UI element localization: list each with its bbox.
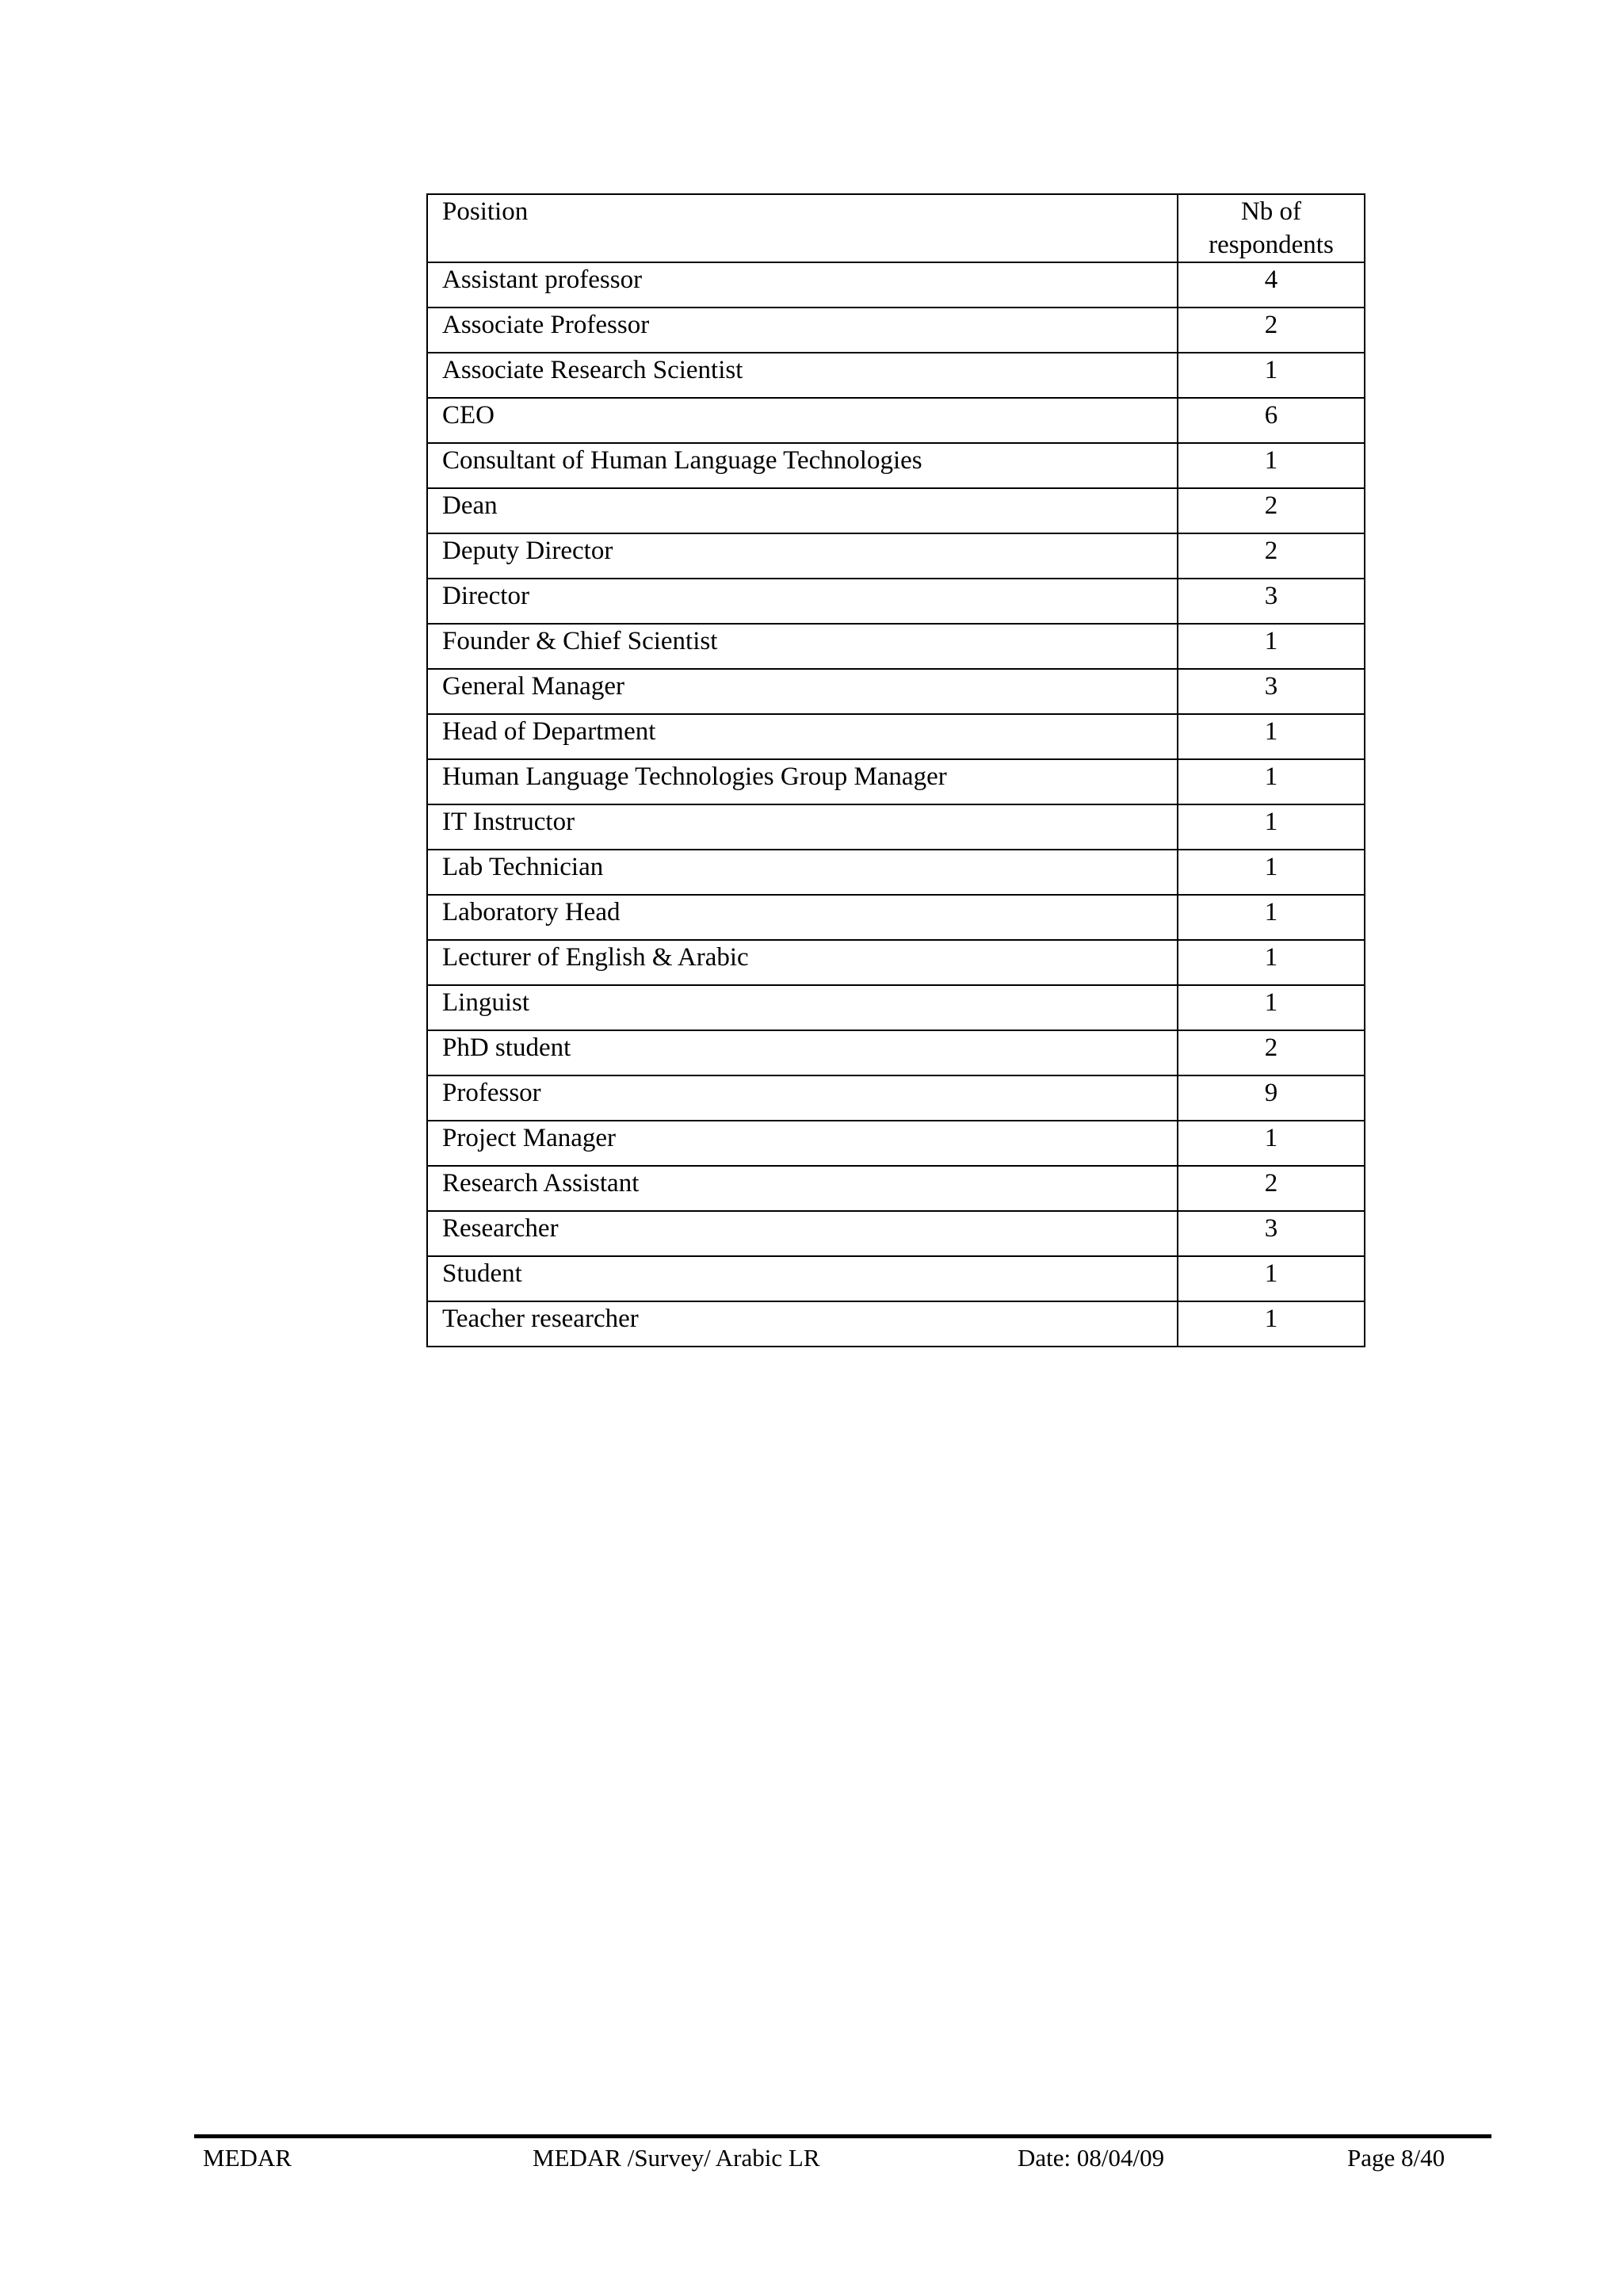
count-cell: 2 [1178,1166,1365,1211]
position-cell: Student [427,1256,1178,1301]
respondents-header-line1: Nb of [1240,197,1302,226]
table-row [427,1030,1365,1075]
positions-table [426,193,1365,1347]
table-row [427,262,1365,308]
position-cell: Researcher [427,1211,1178,1256]
table-row [427,714,1365,759]
position-cell: Linguist [427,985,1178,1030]
count-cell: 9 [1178,1075,1365,1121]
table-row [427,1301,1365,1347]
position-cell: Lab Technician [427,850,1178,895]
count-cell: 2 [1178,308,1365,353]
count-cell: 3 [1178,579,1365,624]
table-row [427,488,1365,533]
position-cell: Deputy Director [427,533,1178,579]
count-cell: 3 [1178,669,1365,714]
count-cell: 1 [1178,1256,1365,1301]
footer-date: Date: 08/04/09 [1018,2144,1165,2172]
count-cell: 1 [1178,985,1365,1030]
position-column-header: Position [427,194,1178,262]
count-cell: 1 [1178,804,1365,850]
position-cell: Consultant of Human Language Technologies [427,443,1178,488]
position-cell: Human Language Technologies Group Manager [427,759,1178,804]
count-cell: 1 [1178,850,1365,895]
table-row [427,353,1365,398]
footer-rule [194,2134,1491,2138]
count-cell: 1 [1178,624,1365,669]
count-cell: 1 [1178,443,1365,488]
table-header-row [427,194,1365,262]
table-row [427,759,1365,804]
table-row [427,1121,1365,1166]
count-cell: 1 [1178,895,1365,940]
table-row [427,308,1365,353]
table-row [427,443,1365,488]
count-cell: 2 [1178,1030,1365,1075]
position-cell: General Manager [427,669,1178,714]
position-cell: Head of Department [427,714,1178,759]
table-row [427,985,1365,1030]
footer-document-title: MEDAR /Survey/ Arabic LR [533,2144,820,2172]
table-row [427,1166,1365,1211]
table-row [427,398,1365,443]
respondents-column-header [1178,194,1365,262]
table-row [427,533,1365,579]
table-row [427,940,1365,985]
position-cell: Dean [427,488,1178,533]
count-cell: 6 [1178,398,1365,443]
table-row [427,895,1365,940]
table-row [427,579,1365,624]
footer-page-number: Page 8/40 [1347,2144,1445,2172]
position-cell: Assistant professor [427,262,1178,308]
count-cell: 4 [1178,262,1365,308]
count-cell: 1 [1178,940,1365,985]
position-cell: Director [427,579,1178,624]
position-cell: Laboratory Head [427,895,1178,940]
position-cell: Founder & Chief Scientist [427,624,1178,669]
page-footer [0,2144,1623,2176]
table-row [427,669,1365,714]
table-row [427,1211,1365,1256]
count-cell: 3 [1178,1211,1365,1256]
table-row [427,1256,1365,1301]
table-row [427,624,1365,669]
position-cell: Associate Research Scientist [427,353,1178,398]
position-cell: Research Assistant [427,1166,1178,1211]
count-cell: 1 [1178,353,1365,398]
position-cell: Lecturer of English & Arabic [427,940,1178,985]
count-cell: 2 [1178,488,1365,533]
position-cell: Professor [427,1075,1178,1121]
count-cell: 1 [1178,714,1365,759]
position-cell: IT Instructor [427,804,1178,850]
table-row [427,804,1365,850]
count-cell: 1 [1178,1121,1365,1166]
position-cell: Teacher researcher [427,1301,1178,1347]
count-cell: 1 [1178,1301,1365,1347]
respondents-header-line2: respondents [1209,231,1334,259]
table-row [427,850,1365,895]
count-cell: 1 [1178,759,1365,804]
footer-project-name: MEDAR [203,2144,292,2172]
position-cell: Associate Professor [427,308,1178,353]
position-cell: PhD student [427,1030,1178,1075]
position-cell: CEO [427,398,1178,443]
count-cell: 2 [1178,533,1365,579]
table-row [427,1075,1365,1121]
position-cell: Project Manager [427,1121,1178,1166]
